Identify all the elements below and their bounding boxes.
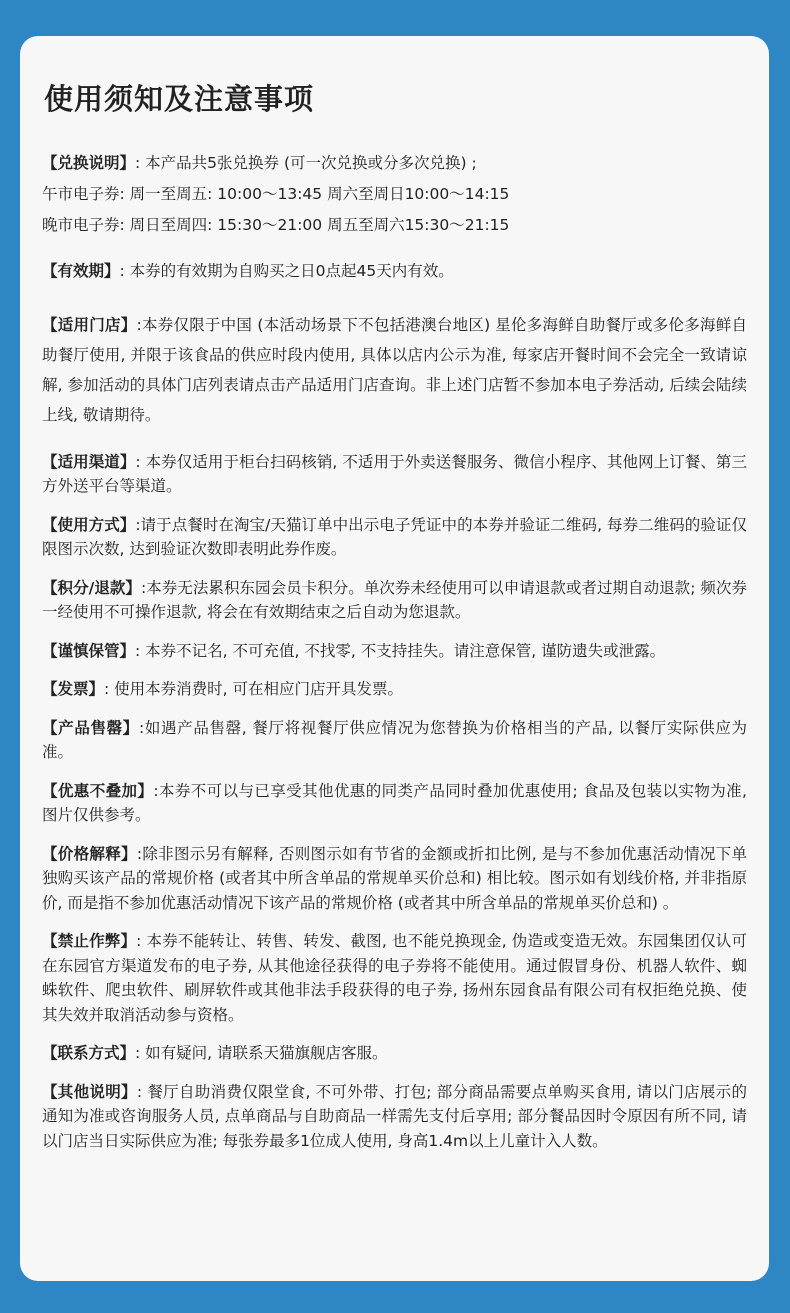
section-text: : 使用本券消费时, 可在相应门店开具发票。 (104, 680, 404, 698)
section-text: : 本券不记名, 不可充值, 不找零, 不支持挂失。请注意保管, 谨防遗失或泄露。 (135, 641, 666, 660)
section-text: :本券不可以与已享受其他优惠的同类产品同时叠加优惠使用; 食品及包装以实物为准, 图片仅供参考。 (42, 781, 747, 824)
section-points-refund (42, 576, 747, 625)
section-text: :如遇产品售罄, 餐厅将视餐厅供应情况为您替换为价格相当的产品, 以餐厅实际供应为准。 (42, 718, 747, 761)
section-text: : 如有疑问, 请联系天猫旗舰店客服。 (135, 1044, 388, 1062)
notice-card (20, 36, 769, 1281)
section-validity (42, 259, 747, 284)
lunch-coupon-hours: 午市电子券: 周一至周五: 10:00～13:45 周六至周日10:00～14:15 (42, 185, 510, 203)
section-label: 【适用渠道】 (42, 452, 136, 471)
section-text: :除非图示另有解释, 否则图示如有节省的金额或折扣比例, 是与不参加优惠活动情况下单独购买该产品的常规价格 (或者其中所含单品的常规单买价总和) 相比较。图示如有划线价格, 并非指原价, 而是指不参加优惠活动情况下该产品的常规价格 (或者其中所含单品的常规单买价总和) 。 (42, 844, 747, 912)
section-text: : 本券的有效期为自购买之日0点起45天内有效。 (119, 262, 454, 280)
section-channels (42, 450, 747, 499)
dinner-coupon-hours: 晚市电子券: 周日至周四: 15:30～21:00 周五至周六15:30～21:15 (42, 216, 510, 234)
section-label: 【使用方式】 (42, 515, 136, 534)
section-label: 【积分/退款】 (42, 578, 141, 597)
section-sold-out (42, 716, 747, 765)
section-label: 【价格解释】 (42, 844, 137, 863)
section-text: :本券仅限于中国 (本活动场景下不包括港澳台地区) 星伦多海鲜自助餐厅或多伦多海鲜自助餐厅使用, 并限于该食品的供应时段内使用, 具体以店内公示为准, 每家店开餐时间不会完全一致请谅解, 参加活动的具体门店列表请点击产品适用门店查询。非上述门店暂不参加本电子券活动, 后续会陆续上线, 敬请期待。 (42, 315, 747, 424)
section-text: :请于点餐时在淘宝/天猫订单中出示电子凭证中的本券并验证二维码, 每券二维码的验证仅限图示次数, 达到验证次数即表明此券作废。 (42, 515, 747, 558)
section-text: : 本券仅适用于柜台扫码核销, 不适用于外卖送餐服务、微信小程序、其他网上订餐、第三方外送平台等渠道。 (42, 452, 747, 495)
section-usage (42, 513, 747, 562)
section-price-explanation (42, 842, 747, 916)
section-invoice (42, 677, 747, 702)
section-text: : 餐厅自助消费仅限堂食, 不可外带、打包; 部分商品需要点单购买食用, 请以门店展示的通知为准或咨询服务人员, 点单商品与自助商品一样需先支付后享用; 部分餐品因时令原因有所不同, 请以门店当日实际供应为准; 每张券最多1位成人使用, 身高1.4m以上儿童计入人数。 (42, 1082, 747, 1150)
section-no-stacking (42, 779, 747, 828)
section-stores (42, 310, 747, 430)
page-title: 使用须知及注意事项 (44, 82, 315, 116)
section-label: 【优惠不叠加】 (42, 781, 154, 800)
section-anti-fraud (42, 929, 747, 1027)
section-contact (42, 1041, 747, 1066)
section-other-notes (42, 1080, 747, 1154)
section-text: : 本券不能转让、转售、转发、截图, 也不能兑换现金, 伪造或变造无效。东园集团仅认可在东园官方渠道发布的电子券, 从其他途径获得的电子券将不能使用。通过假冒身份、机器人软件、蜘蛛软件、爬虫软件、刷屏软件或其他非法手段获得的电子券, 扬州东园食品有限公司有权拒绝兑换、使其失效并取消活动参与资格。 (42, 932, 747, 1024)
section-label: 【有效期】 (42, 262, 120, 280)
section-text: :本券无法累积东园会员卡积分。单次券未经使用可以申请退款或者过期自动退款; 频次券一经使用不可操作退款, 将会在有效期结束之后自动为您退款。 (42, 578, 747, 621)
section-exchange (42, 148, 747, 241)
section-label: 【谨慎保管】 (42, 641, 136, 660)
section-text: : 本产品共5张兑换券 (可一次兑换或分多次兑换) ; (135, 154, 477, 172)
section-label: 【兑换说明】 (42, 154, 136, 172)
section-label: 【产品售罄】 (42, 718, 139, 737)
section-safekeeping (42, 639, 747, 664)
section-label: 【适用门店】 (42, 315, 137, 334)
section-label: 【其他说明】 (42, 1082, 137, 1101)
section-label: 【发票】 (42, 680, 105, 698)
section-label: 【联系方式】 (42, 1044, 136, 1062)
section-label: 【禁止作弊】 (42, 932, 137, 950)
